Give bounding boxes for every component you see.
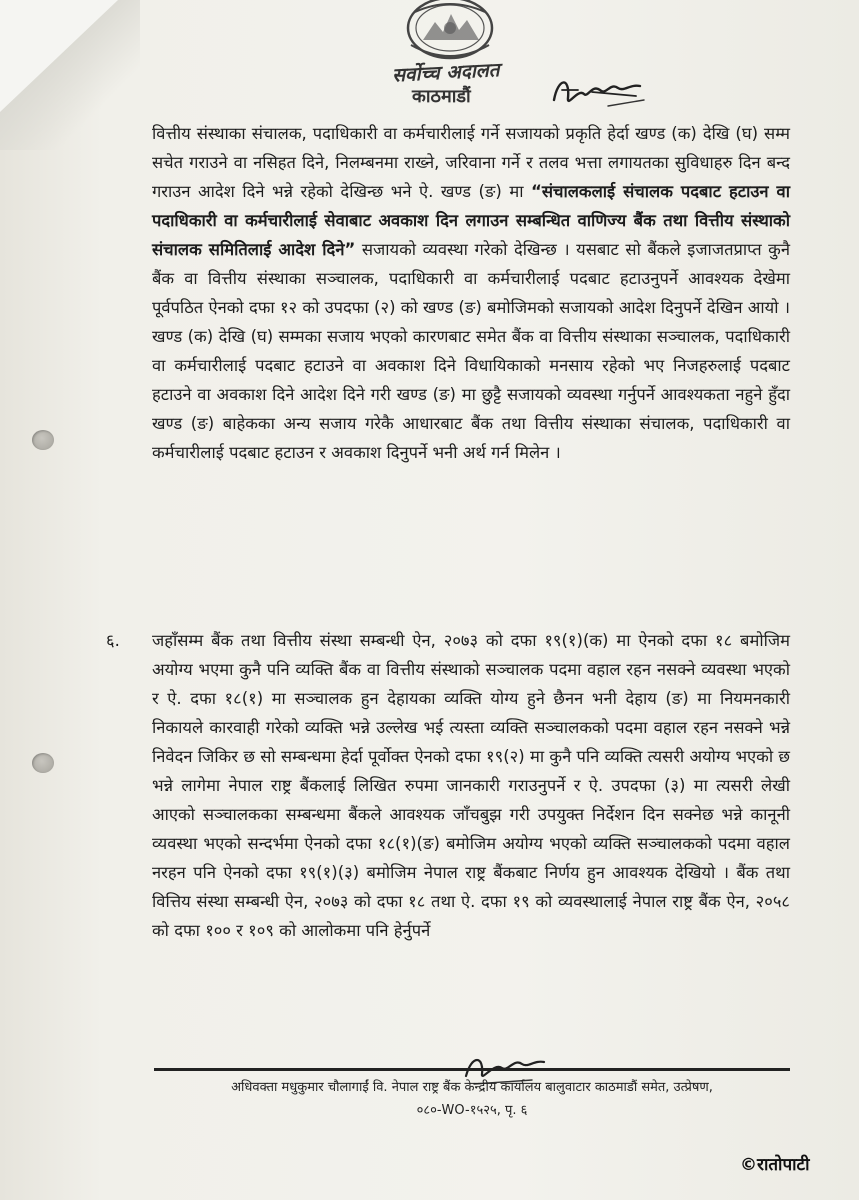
paragraph-number: ६. [106, 631, 120, 650]
paragraph-text-b: सजायको व्यवस्था गरेको देखिन्छ । यसबाट सो बैंकले इजाजतप्राप्त कुनै बैंक वा वित्तीय संस्थाका सञ्चालक, पदाधिकारी वा कर्मचारीलाई पदबाट हटाउनुपर्ने आवश्यक देखेमा पूर्वपठित ऐनको दफा १२ को उपदफा (२) को खण्ड (ङ) बमोजिमको सजायको आदेश दिनुपर्ने देखिन आयो । खण्ड (क) देखि (घ) सम्मका सजाय भएको कारणबाट समेत बैंक वा वित्तीय संस्थाका सञ्चालक, पदाधिकारी वा कर्मचारीलाई पदबाट हटाउने वा अवकाश दिने विधायिकाको मनसाय रहेको भए निजहरुलाई पदबाट हटाउने वा अवकाश दिने आदेश दिने गरी खण्ड (ङ) मा छुट्टै सजायको व्यवस्था गर्नुपर्ने आवश्यकता नहुने हुँदा खण्ड (ङ) बाहेकका अन्य सजाय गरेकै आधारबाट बैंक तथा वित्तीय संस्थाका संचालक, पदाधिकारी वा कर्मचारीलाई पदबाट हटाउन र अवकाश दिनुपर्ने भनी अर्थ गर्न मिलेन । [152, 240, 791, 462]
paragraph-continuation [152, 119, 790, 467]
footer-case-number: ०८०-WO-१५२५, पृ. ६ [416, 1103, 528, 1118]
punch-hole-lower [32, 753, 54, 773]
footer-case-title: अधिवक्ता मधुकुमार चौलागाईं वि. नेपाल राष्ट्र बैंक केन्द्रीय कार्यालय बालुवाटार काठमाडौं समेत, उत्प्रेषण, [231, 1080, 713, 1095]
signature-mark [548, 70, 648, 118]
paragraph-text-a: वित्तीय संस्थाका संचालक, पदाधिकारी वा कर्मचारीलाई गर्ने सजायको प्रकृति हेर्दा खण्ड (क) देखि (घ) सम्म सचेत गराउने वा नसिहत दिने, निलम्बनमा राख्ने, जरिवाना गर्ने र तलव भत्ता लगायतका सुविधाहरु दिन बन्द गराउन आदेश दिने भन्ने रहेको देखिन्छ भने ऐ. खण्ड (ङ) मा [152, 124, 790, 201]
watermark-copyright: ©रातोपाटी [740, 1155, 810, 1175]
paragraph-six: जहाँसम्म बैंक तथा वित्तीय संस्था सम्बन्धी ऐन, २०७३ को दफा १९(१)(क) मा ऐनको दफा १८ बमोजिम अयोग्य भएमा कुनै पनि व्यक्ति बैंक वा वित्तीय संस्थाको सञ्चालक पदमा वहाल रहन नसक्ने व्यवस्था भएको र ऐ. दफा १८(१) मा सञ्चालक हुन देहायका व्यक्ति योग्य हुने छैनन भनी देहाय (ङ) मा नियमनकारी निकायले कारवाही गरेको व्यक्ति भन्ने उल्लेख भई त्यस्ता व्यक्ति सञ्चालकको पदमा वहाल रहन नसक्ने भन्ने निवेदन जिकिर छ सो सम्बन्धमा हेर्दा पूर्वोक्त ऐनको दफा १९(२) मा कुनै पनि व्यक्ति त्यसरी अयोग्य भएको छ भन्ने लागेमा नेपाल राष्ट्र बैंकलाई लिखित रुपमा जानकारी गराउनुपर्ने र ऐ. उपदफा (३) मा त्यसरी लेखी आएको सञ्चालकका सम्बन्धमा बैंकले आवश्यक जाँचबुझ गरी उपयुक्त निर्देशन दिन सक्नेछ भन्ने कानूनी व्यवस्था भएको सन्दर्भमा ऐनको दफा १८(१)(ङ) बमोजिम अयोग्य भएको व्यक्ति सञ्चालकको पदमा वहाल नरहन पनि ऐनको दफा १९(१)(३) बमोजिम नेपाल राष्ट्र बैंकबाट निर्णय हुन आवश्यक देखियो । बैंक तथा वित्तिय संस्था सम्बन्धी ऐन, २०७३ को दफा १८ तथा ऐ. दफा १९ को व्यवस्थालाई नेपाल राष्ट्र बैंक ऐन, २०५८ को दफा १०० र १०९ को आलोकमा पनि हेर्नुपर्ने [152, 631, 790, 940]
seal-text-court: सर्वोच्च अदालत [391, 59, 500, 87]
paragraph-bold-quote: “संचालकलाई संचालक पदबाट हटाउन वा पदाधिकारी वा कर्मचारीलाई सेवाबाट अवकाश दिन लगाउन सम्बन्धित वाणिज्य बैंक तथा वित्तीय संस्थाको संचालक समितिलाई आदेश दिने” [152, 182, 790, 259]
punch-hole-upper [32, 430, 54, 450]
seal-text-city: काठमाडौं [412, 86, 471, 107]
footer-divider [154, 1068, 790, 1071]
